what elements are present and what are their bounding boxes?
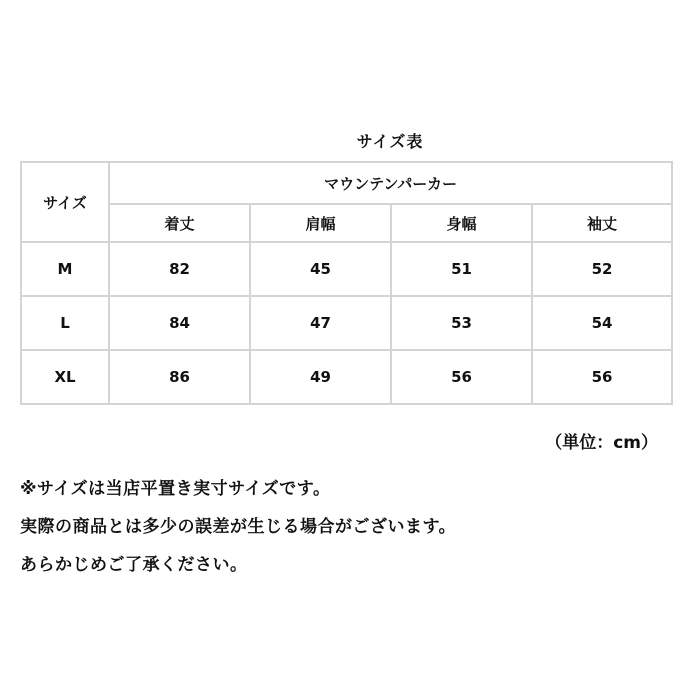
table-cell: 56 xyxy=(391,350,532,404)
table-cell: 47 xyxy=(250,296,391,350)
notes xyxy=(20,470,456,584)
column-header-sleeve: 袖丈 xyxy=(532,204,672,242)
table-cell: 84 xyxy=(109,296,250,350)
column-header-shoulder: 肩幅 xyxy=(250,204,391,242)
table-cell: 56 xyxy=(532,350,672,404)
size-label: L xyxy=(21,296,109,350)
column-header-length: 着丈 xyxy=(109,204,250,242)
table-cell: 49 xyxy=(250,350,391,404)
table-cell: 86 xyxy=(109,350,250,404)
table-title: サイズ表 xyxy=(356,132,424,151)
product-name-header: マウンテンパーカー xyxy=(109,162,672,204)
table-row xyxy=(21,296,672,350)
table-header-row xyxy=(21,162,672,204)
table-cell: 54 xyxy=(532,296,672,350)
table-row xyxy=(21,350,672,404)
size-label: M xyxy=(21,242,109,296)
column-header-chest: 身幅 xyxy=(391,204,532,242)
size-label: XL xyxy=(21,350,109,404)
table-cell: 53 xyxy=(391,296,532,350)
note-line: あらかじめご了承ください。 xyxy=(20,555,248,575)
table-cell: 82 xyxy=(109,242,250,296)
table-row xyxy=(21,242,672,296)
table-cell: 51 xyxy=(391,242,532,296)
size-table xyxy=(20,161,673,405)
table-cell: 52 xyxy=(532,242,672,296)
table-cell: 45 xyxy=(250,242,391,296)
column-header-row xyxy=(21,204,672,242)
unit-label: （単位：cm） xyxy=(545,433,658,453)
note-line: ※サイズは当店平置き実寸サイズです。 xyxy=(20,479,331,499)
size-header-cell: サイズ xyxy=(21,162,109,242)
note-line: 実際の商品とは多少の誤差が生じる場合がございます。 xyxy=(20,517,457,537)
